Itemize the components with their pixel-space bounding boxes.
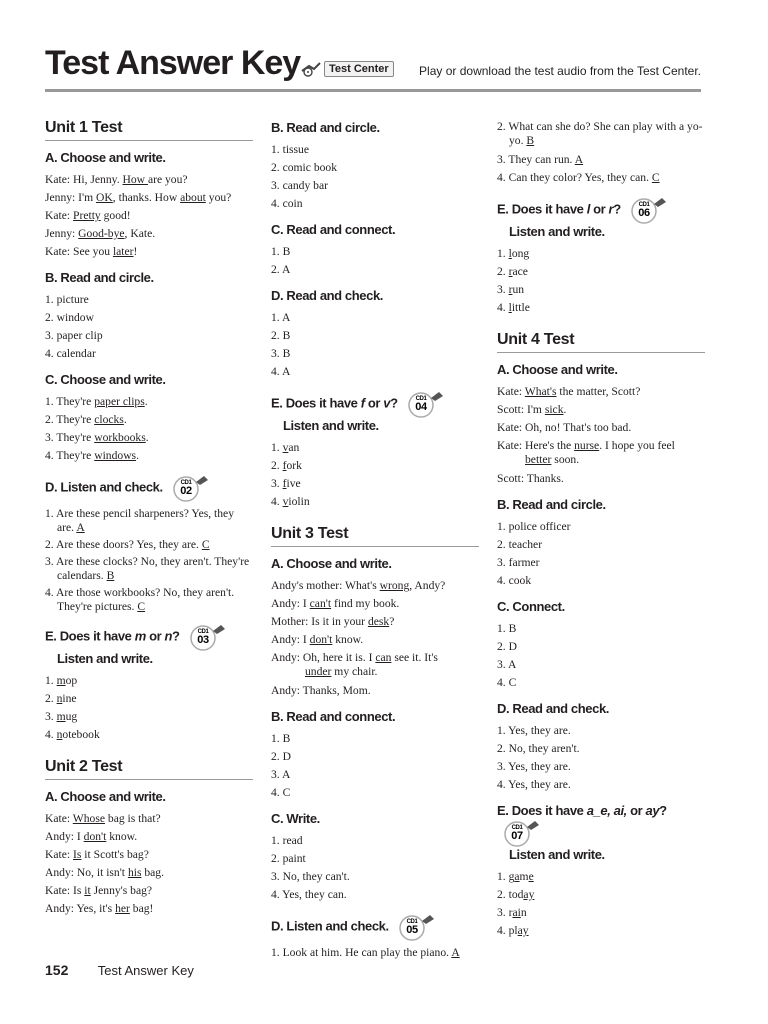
u2-c-title: C. Read and connect. [271, 222, 396, 237]
list-item: 1. B [497, 622, 517, 635]
list-item: Andy: I can't find my book. [271, 597, 400, 610]
unit-1-title: Unit 1 Test [45, 119, 253, 141]
cd-label: CD1 [406, 919, 418, 925]
list-item: 3. No, they can't. [271, 870, 350, 883]
cd-label: CD1 [638, 202, 650, 208]
list-item: 1. B [271, 245, 291, 258]
list-item: 4. cook [497, 574, 532, 587]
u2-e-title: E. Does it have f or v? CD1 04 Listen and write. [271, 390, 479, 434]
list-item: 4. calendar [45, 347, 96, 360]
u3-c-title: C. Write. [271, 811, 320, 826]
list-item: 1. mop [45, 674, 78, 687]
header-rule [45, 89, 701, 92]
list-item: Scott: Thanks. [497, 472, 564, 485]
list-item: Scott: I'm sick. [497, 403, 567, 416]
cd-label: CD1 [180, 480, 192, 486]
list-item: 1. They're paper clips. [45, 395, 148, 408]
list-item: 4. coin [271, 197, 303, 210]
list-item: Andy: I don't know. [45, 830, 138, 843]
unit-3-title: Unit 3 Test [271, 525, 479, 547]
list-item: 2. Are these doors? Yes, they are. C [45, 538, 210, 551]
u3-a-title: A. Choose and write. [271, 556, 392, 571]
list-item: 2. They're clocks. [45, 413, 127, 426]
list-item: Andy: No, it isn't his bag. [45, 866, 165, 879]
list-item: Andy: Yes, it's her bag! [45, 902, 154, 915]
list-item: 2. teacher [497, 538, 543, 551]
list-item: 2. nine [45, 692, 77, 705]
list-item: 4. Yes, they can. [271, 888, 347, 901]
list-item: 2. race [497, 265, 528, 278]
cd-player-icon [300, 60, 324, 78]
u1-e-title: E. Does it have m or n? CD1 03 Listen and write. [45, 623, 253, 667]
list-item: 3. They can run. A [497, 153, 584, 166]
list-item: under my chair. [305, 665, 378, 678]
u1-d-title: D. Listen and check. CD1 02 [45, 474, 253, 502]
page-header [45, 42, 701, 92]
cd-label: CD1 [511, 825, 523, 831]
list-item: 1. Are these pencil sharpeners? Yes, they are. A [45, 507, 234, 534]
list-item: 3. They're workbooks. [45, 431, 149, 444]
cd-track-badge [501, 819, 545, 847]
cd-track-number: 07 [511, 830, 523, 842]
page-title: Test Answer Key [45, 44, 301, 82]
list-item: 1. game [497, 870, 534, 883]
unit-4-title: Unit 4 Test [497, 331, 705, 353]
list-item: 3. run [497, 283, 525, 296]
list-item: 2. D [497, 640, 517, 653]
list-item: 2. A [271, 263, 291, 276]
list-item: Andy's mother: What's wrong, Andy? [271, 579, 446, 592]
u2-d-title: D. Read and check. [271, 288, 384, 303]
column-1 [45, 116, 253, 918]
page-number: 152 [45, 962, 69, 978]
column-3 [497, 116, 705, 940]
list-item: Andy: I don't know. [271, 633, 364, 646]
list-item: 2. fork [271, 459, 302, 472]
header-note: Play or download the test audio from the Test Center. [419, 64, 701, 78]
u4-d-title: D. Read and check. [497, 701, 610, 716]
u1-b-title: B. Read and circle. [45, 270, 154, 285]
list-item: Andy: Oh, here it is. I can see it. It's [271, 651, 438, 664]
list-item: Kate: Oh, no! That's too bad. [497, 421, 632, 434]
list-item: 3. rain [497, 906, 527, 919]
cd-track-number: 06 [638, 207, 650, 219]
test-center-label: Test Center [324, 61, 394, 77]
unit-2-title: Unit 2 Test [45, 758, 253, 780]
list-item: 2. What can she do? She can play with a yo-yo. B [497, 120, 703, 147]
list-item: 1. tissue [271, 143, 310, 156]
cd-track-number: 05 [406, 924, 418, 936]
list-item: 1. Look at him. He can play the piano. A [271, 946, 460, 959]
u3-e-title: E. Does it have l or r? CD1 06 Listen and write. [497, 196, 705, 240]
list-item: Mother: Is it in your desk? [271, 615, 395, 628]
cd-track-number: 03 [197, 634, 209, 646]
cd-track-number: 02 [180, 485, 192, 497]
u2-b-title: B. Read and circle. [271, 120, 380, 135]
list-item: 3. candy bar [271, 179, 328, 192]
u3-b-title: B. Read and connect. [271, 709, 396, 724]
list-item: Kate: See you later! [45, 245, 138, 258]
list-item: 1. police officer [497, 520, 571, 533]
list-item: 1. van [271, 441, 300, 454]
list-item: 2. paint [271, 852, 306, 865]
list-item: 1. A [271, 311, 291, 324]
list-item: 4. notebook [45, 728, 100, 741]
list-item: 2. comic book [271, 161, 338, 174]
list-item: Jenny: I'm OK, thanks. How about you? [45, 191, 232, 204]
list-item: 3. Yes, they are. [497, 760, 571, 773]
list-item: 3. Are these clocks? No, they aren't. They're calendars. B [45, 555, 250, 582]
list-item: 4. C [497, 676, 517, 689]
u3-d-title: D. Listen and check. CD1 05 [271, 913, 479, 941]
list-item: 2. window [45, 311, 94, 324]
list-item: 3. mug [45, 710, 78, 723]
list-item: Kate: Pretty good! [45, 209, 131, 222]
list-item: 4. They're windows. [45, 449, 139, 462]
cd-track-badge [405, 390, 449, 418]
list-item: 4. Can they color? Yes, they can. C [497, 171, 660, 184]
list-item: better soon. [525, 453, 580, 466]
page-footer [45, 962, 194, 978]
list-item: 1. long [497, 247, 530, 260]
list-item: Kate: What's the matter, Scott? [497, 385, 641, 398]
cd-track-badge [628, 196, 672, 224]
list-item: 3. paper clip [45, 329, 103, 342]
list-item: 1. Yes, they are. [497, 724, 571, 737]
cd-label: CD1 [197, 629, 209, 635]
list-item: 4. A [271, 365, 291, 378]
list-item: 2. D [271, 750, 291, 763]
list-item: 1. read [271, 834, 303, 847]
u4-c-title: C. Connect. [497, 599, 565, 614]
u4-b-title: B. Read and circle. [497, 497, 606, 512]
u1-c-title: C. Choose and write. [45, 372, 166, 387]
list-item: Kate: Hi, Jenny. How are you? [45, 173, 188, 186]
list-item: Andy: Thanks, Mom. [271, 684, 371, 697]
list-item: 1. picture [45, 293, 89, 306]
list-item: 4. little [497, 301, 530, 314]
cd-track-number: 04 [415, 401, 427, 413]
cd-label: CD1 [415, 396, 427, 402]
list-item: Jenny: Good-bye, Kate. [45, 227, 156, 240]
list-item: 2. No, they aren't. [497, 742, 580, 755]
column-2 [271, 116, 479, 963]
list-item: Kate: Here's the nurse. I hope you feel [497, 439, 675, 452]
list-item: 4. Are those workbooks? No, they aren't. They're pictures. C [45, 586, 235, 613]
list-item: 3. B [271, 347, 291, 360]
list-item: 1. B [271, 732, 291, 745]
list-item: 3. A [497, 658, 517, 671]
list-item: 4. C [271, 786, 291, 799]
list-item: 4. Yes, they are. [497, 778, 571, 791]
cd-track-badge [187, 623, 231, 651]
u4-a-title: A. Choose and write. [497, 362, 618, 377]
list-item: 2. today [497, 888, 535, 901]
list-item: 4. play [497, 924, 529, 937]
list-item: 3. farmer [497, 556, 540, 569]
cd-track-badge [396, 913, 440, 941]
list-item: Kate: Whose bag is that? [45, 812, 161, 825]
list-item: 3. five [271, 477, 301, 490]
list-item: Kate: Is it Jenny's bag? [45, 884, 153, 897]
list-item: Kate: Is it Scott's bag? [45, 848, 149, 861]
u2-a-title: A. Choose and write. [45, 789, 166, 804]
list-item: 4. violin [271, 495, 310, 508]
test-center-badge [300, 60, 394, 78]
u1-a-lines [45, 171, 253, 261]
list-item: 2. B [271, 329, 291, 342]
list-item: 3. A [271, 768, 291, 781]
footer-label: Test Answer Key [97, 963, 194, 978]
u4-e-title: E. Does it have a_e, ai, or ay? CD1 07 Listen and write. [497, 803, 667, 862]
cd-track-badge [170, 474, 214, 502]
u1-a-title: A. Choose and write. [45, 150, 166, 165]
